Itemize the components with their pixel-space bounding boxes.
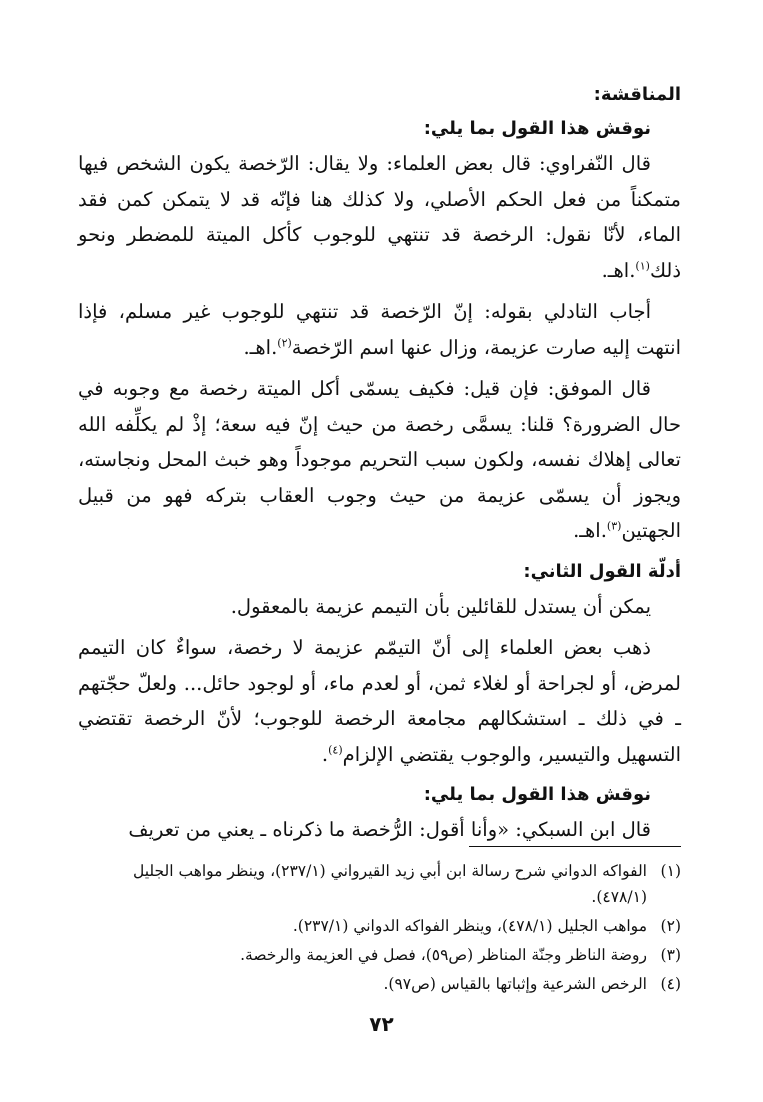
sub-heading: نوقش هذا القول بما يلي: [423, 784, 651, 805]
paragraph-ending: .اهـ. [573, 519, 607, 542]
section-heading: المناقشة: [593, 84, 681, 105]
footnotes [78, 858, 681, 1000]
paragraph-text: قال الموفق: فإن قيل: فكيف يسمّى أكل الميتة رخصة مع وجوبه في حال الضرورة؟ قلنا: يسمَّى رخصة من حيث إنّ فيه سعة؛ إذْ لم يكلِّفه الله تعالى إهلاك نفسه، ولكون سبب التحريم موجوداً وهو خبث المحل ونجاسته، ويجوز أن يسمّى عزيمة من حيث وجوب العقاب بتركه فهو من قبيل الجهتين [78, 377, 681, 542]
sub-heading: نوقش هذا القول بما يلي: [423, 118, 651, 139]
footnote-number: (٢) [660, 917, 681, 935]
paragraph [78, 146, 681, 288]
paragraph-ending: .اهـ. [601, 258, 636, 282]
footnote [78, 971, 681, 997]
footnote [78, 858, 681, 910]
footnote [78, 913, 681, 939]
paragraph-text: ذهب بعض العلماء إلى أنّ التيمّم عزيمة لا رخصة، سواءٌ كان التيمم لمرض، أو لجراحة أو لغلاء ثمن، أو لعدم ماء، أو لوجود حائل... ولعلّ حجّتهم ـ في ذلك ـ استشكالهم مجامعة الرخصة للوجوب؛ لأنّ الرخصة تقتضي التسهيل والتيسير، والوجوب يقتضي الإلزام [78, 636, 681, 766]
main-text [78, 78, 681, 854]
footnote-text: روضة الناظر وجنّة المناظر (ص٥٩)، فصل في العزيمة والرخصة. [240, 946, 647, 964]
footnote-text: الفواكه الدواني شرح رسالة ابن أبي زيد القيرواني (٢٣٧/١)، وينظر مواهب الجليل (٤٧٨/١). [132, 862, 647, 906]
footnote-marker: (١) [635, 259, 650, 272]
footnote-number: (١) [660, 862, 681, 880]
section-heading: أدلّة القول الثاني: [523, 560, 681, 582]
footnote-marker: (٢) [277, 336, 292, 349]
footnote-number: (٤) [660, 975, 681, 993]
page-number: ٧٢ [369, 1012, 394, 1036]
footnote-text: مواهب الجليل (٤٧٨/١)، وينظر الفواكه الدواني (٢٣٧/١). [292, 917, 647, 935]
footnote [78, 942, 681, 968]
footnote-text: الرخص الشرعية وإثباتها بالقياس (ص٩٧). [383, 975, 647, 993]
paragraph-text: أجاب التادلي بقوله: إنّ الرّخصة قد تنتهي للوجوب غير مسلم، فإذا انتهت إليه صارت عزيمة، وزال عنها اسم الرّخصة [78, 300, 681, 359]
paragraph [78, 630, 681, 772]
paragraph-text: قال النّفراوي: قال بعض العلماء: ولا يقال: الرّخصة يكون الشخص فيها متمكناً من فعل الحكم الأصلي، ولا كذلك هنا فإنّه قد لا يتمكن كمن فقد الماء، لأنّا نقول: الرخصة قد تنتهي للوجوب كأكل الميتة للمضطر ونحو ذلك [78, 152, 681, 282]
paragraph [78, 812, 681, 848]
paragraph [78, 589, 681, 625]
footnote-separator [469, 846, 681, 847]
footnote-number: (٣) [660, 946, 681, 964]
paragraph [78, 371, 681, 549]
paragraph-ending: . [321, 742, 329, 766]
footnote-marker: (٤) [328, 743, 343, 756]
paragraph-text: يمكن أن يستدل للقائلين بأن التيمم عزيمة بالمعقول. [230, 594, 651, 618]
paragraph-text: قال ابن السبكي: «وأنا أقول: الرُّخصة ما ذكرناه ـ يعني من تعريف [128, 818, 651, 841]
footnote-marker: (٣) [606, 519, 622, 533]
paragraph [78, 294, 681, 365]
paragraph-ending: .اهـ. [243, 335, 278, 359]
